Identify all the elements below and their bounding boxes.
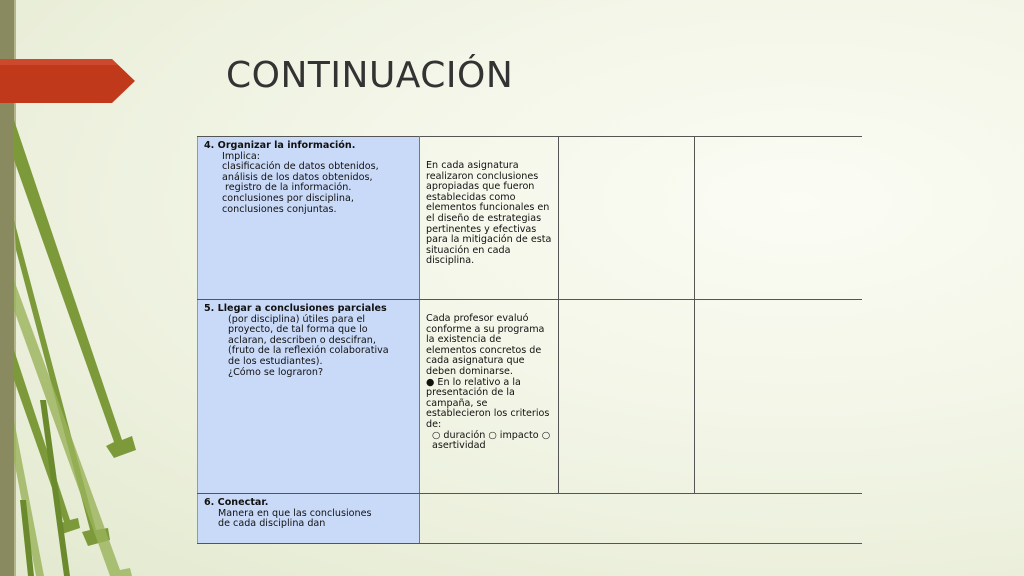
result-bullet: ● En lo relativo a la presentación de la campaña, se establecieron los criterios de:	[426, 376, 550, 430]
activities-table	[197, 136, 862, 544]
empty-cell	[695, 137, 862, 300]
decorative-arrows-icon	[0, 100, 150, 576]
step-line: ¿Cómo se lograron?	[228, 366, 324, 378]
step-line: (fruto de la reflexión colaborativa	[228, 345, 389, 357]
empty-cell	[695, 300, 862, 494]
result-text: En cada asignatura realizaron conclusiones apropiadas que fueron establecidas como elementos funcionales en el diseño de estrategias pertinentes y efectivas para la mitigación de esta situación en cada disciplina.	[426, 160, 552, 267]
step-line: de cada disciplina dan	[218, 518, 326, 530]
result-criteria: ○ duración ○ impacto ○ asertividad	[432, 429, 551, 452]
step-line: proyecto, de tal forma que lo	[228, 324, 368, 336]
step-line: conclusiones conjuntas.	[222, 203, 337, 215]
step-line: (por disciplina) útiles para el	[228, 313, 366, 325]
step-heading: 6. Conectar.	[204, 497, 269, 508]
step-line: registro de la información.	[222, 182, 352, 194]
step-description-cell	[198, 137, 420, 300]
table-row	[198, 137, 862, 300]
step-line: Implica:	[222, 150, 260, 162]
empty-cell	[559, 300, 695, 494]
result-cell	[420, 137, 559, 300]
step-heading: 4. Organizar la información.	[204, 140, 356, 151]
step-line: conclusiones por disciplina,	[222, 192, 354, 204]
table-row	[198, 300, 862, 494]
step-description-cell	[198, 300, 420, 494]
slide-title: CONTINUACIÓN	[226, 55, 514, 96]
title-accent-arrow	[0, 59, 135, 103]
empty-cell	[559, 137, 695, 300]
empty-merged-cell	[420, 494, 862, 544]
step-description-cell	[198, 494, 420, 544]
table-row	[198, 494, 862, 544]
step-line: Manera en que las conclusiones	[218, 507, 372, 519]
result-text: Cada profesor evaluó conforme a su programa la existencia de elementos concretos de cada asignatura que deben dominarse.	[426, 313, 545, 377]
step-heading: 5. Llegar a conclusiones parciales	[204, 303, 387, 314]
step-line: análisis de los datos obtenidos,	[222, 171, 373, 183]
step-line: aclaran, describen o descifran,	[228, 334, 376, 346]
result-cell	[420, 300, 559, 494]
step-line: de los estudiantes).	[228, 355, 323, 367]
step-line: clasificación de datos obtenidos,	[222, 161, 379, 173]
